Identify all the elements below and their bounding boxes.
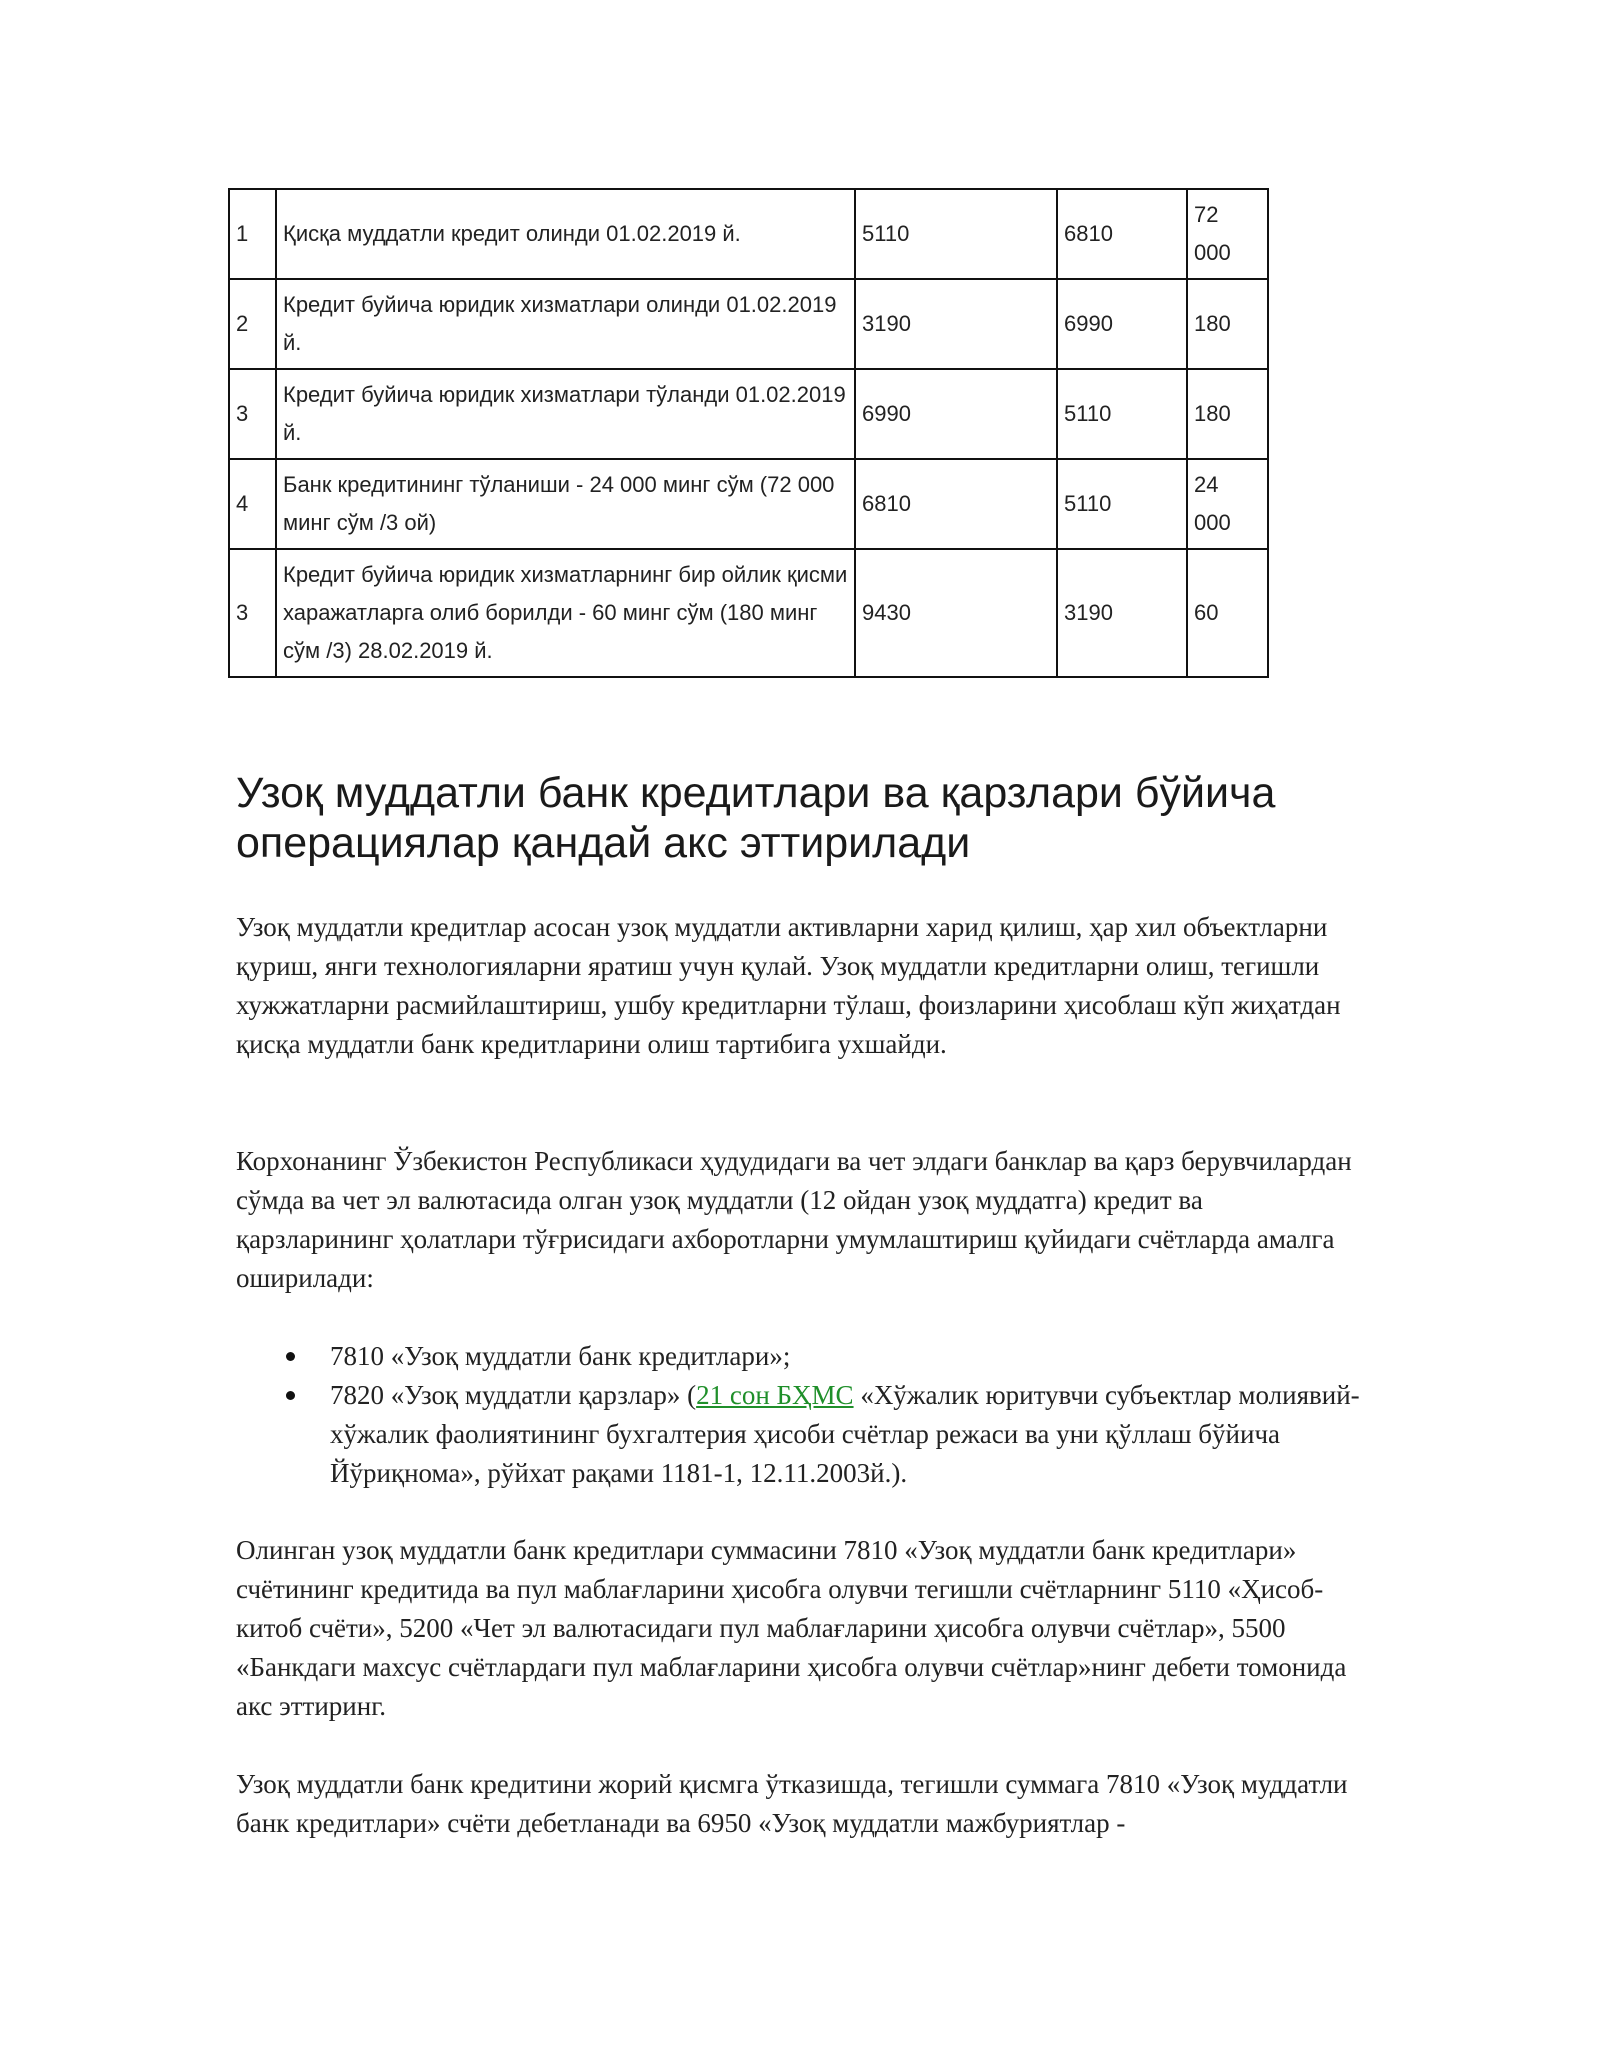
bullet-icon — [286, 1391, 295, 1400]
bhms-21-link[interactable]: 21 сон БҲМС — [696, 1380, 854, 1410]
table-row — [229, 189, 1268, 279]
list-item-text: 7820 «Узоқ муддатли қарзлар» ( — [330, 1380, 697, 1410]
debit-account: 5110 — [855, 189, 1057, 279]
amount: 180 — [1187, 279, 1268, 369]
row-number: 3 — [229, 369, 276, 459]
bullet-icon — [286, 1352, 295, 1361]
amount: 72 000 — [1187, 189, 1268, 279]
amount: 24 000 — [1187, 459, 1268, 549]
accounts-list — [236, 1337, 1366, 1493]
operation-description: Кредит буйича юридик хизматларнинг бир ойлик қисми харажатларга олиб борилди - 60 минг сўм (180 минг сўм /3) 28.02.2019 й. — [276, 549, 855, 677]
list-item — [236, 1376, 1366, 1493]
amount: 180 — [1187, 369, 1268, 459]
list-item-text: 7810 «Узоқ муддатли банк кредитлари»; — [330, 1341, 791, 1371]
table-row — [229, 279, 1268, 369]
paragraph: Олинган узоқ муддатли банк кредитлари суммасини 7810 «Узоқ муддатли банк кредитлари» счётининг кредитида ва пул маблағларини ҳисобга олувчи тегишли счётларнинг 5110 «Ҳисоб-китоб счёти», 5200 «Чет эл валютасидаги пул маблағларини ҳисобга олувчи счётлар», 5500 «Банкдаги махсус счётлардаги пул маблағларини ҳисобга олувчи счётлар»нинг дебети томонида акс эттиринг. — [236, 1535, 1347, 1721]
table-row — [229, 549, 1268, 677]
debit-account: 9430 — [855, 549, 1057, 677]
row-number: 1 — [229, 189, 276, 279]
credit-account: 5110 — [1057, 459, 1187, 549]
row-number: 2 — [229, 279, 276, 369]
operation-description: Кредит буйича юридик хизматлари тўланди 01.02.2019 й. — [276, 369, 855, 459]
operation-description: Қисқа муддатли кредит олинди 01.02.2019 й. — [276, 189, 855, 279]
paragraph: Узоқ муддатли кредитлар асосан узоқ муддатли активларни харид қилиш, ҳар хил объектларни қуриш, янги технологияларни яратиш учун қулай. Узоқ муддатли кредитларни олиш, тегишли хужжатларни расмийлаштириш, ушбу кредитларни тўлаш, фоизларини ҳисоблаш кўп жиҳатдан қисқа муддатли банк кредитларини олиш тартибига ухшайди. — [236, 912, 1341, 1059]
table-row — [229, 369, 1268, 459]
list-item — [236, 1337, 1366, 1376]
row-number: 4 — [229, 459, 276, 549]
paragraph: Узоқ муддатли банк кредитини жорий қисмга ўтказишда, тегишли суммага 7810 «Узоқ муддатли банк кредитлари» счёти дебетланади ва 6950 «Узоқ муддатли мажбуриятлар - — [236, 1769, 1348, 1838]
debit-account: 3190 — [855, 279, 1057, 369]
row-number: 3 — [229, 549, 276, 677]
credit-account: 5110 — [1057, 369, 1187, 459]
credit-account: 3190 — [1057, 549, 1187, 677]
amount: 60 — [1187, 549, 1268, 677]
table-row — [229, 459, 1268, 549]
credit-account: 6810 — [1057, 189, 1187, 279]
debit-account: 6990 — [855, 369, 1057, 459]
credit-account: 6990 — [1057, 279, 1187, 369]
section-heading: Узоқ муддатли банк кредитлари ва қарзлари бўйича операциялар қандай акс эттирилади — [236, 769, 1276, 867]
operations-table — [228, 188, 1269, 678]
list-item-text: «Хўжалик юритувчи субъектлар молиявий-хўжалик фаолиятининг бухгалтерия ҳисоби счётлар режаси ва уни қўллаш бўйича Йўриқнома», рўйхат рақами 1181-1, 12.11.2003й.). — [330, 1380, 1360, 1488]
operation-description: Банк кредитининг тўланиши - 24 000 минг сўм (72 000 минг сўм /3 ой) — [276, 459, 855, 549]
debit-account: 6810 — [855, 459, 1057, 549]
paragraph: Корхонанинг Ўзбекистон Республикаси ҳудудидаги ва чет элдаги банклар ва қарз берувчилардан сўмда ва чет эл валютасида олган узоқ муддатли (12 ойдан узоқ муддатга) кредит ва қарзларининг ҳолатлари тўғрисидаги ахборотларни умумлаштириш қуйидаги счётларда амалга оширилади: — [236, 1146, 1352, 1293]
operation-description: Кредит буйича юридик хизматлари олинди 01.02.2019 й. — [276, 279, 855, 369]
